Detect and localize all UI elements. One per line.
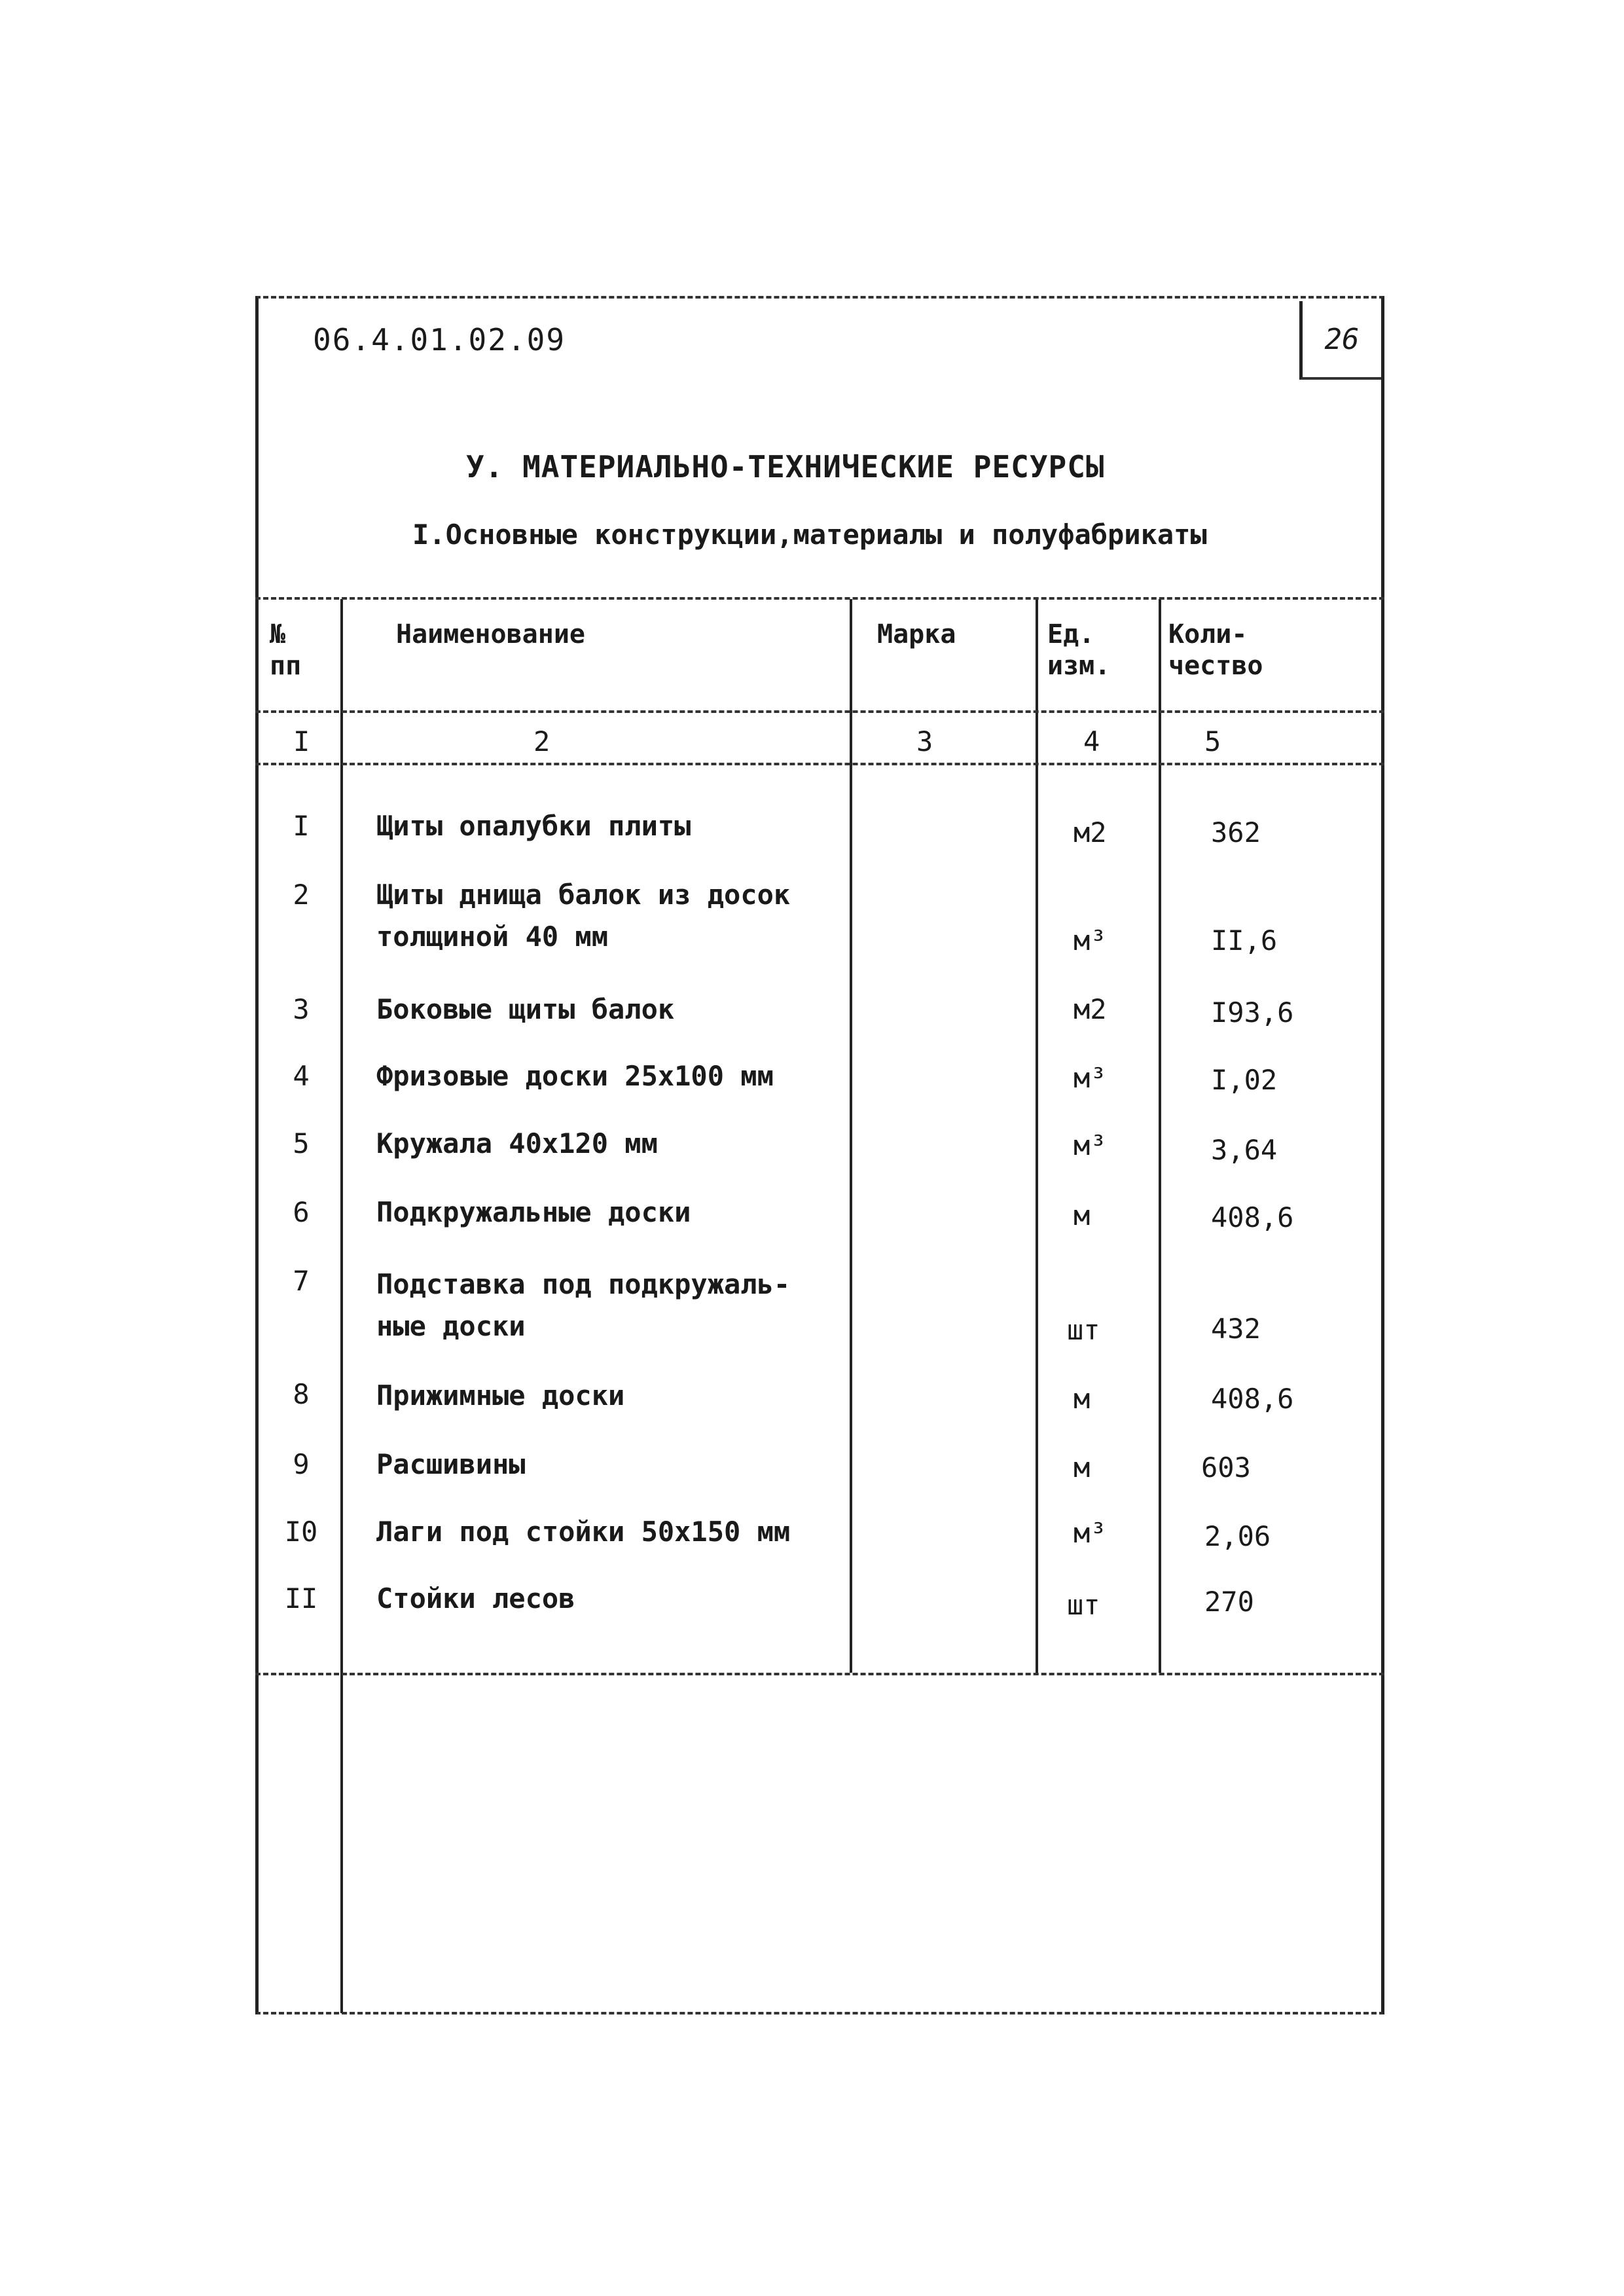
row-quantity: 362 [1211,816,1261,848]
row-unit: м³ [1074,924,1107,957]
row-quantity: 2,06 [1204,1520,1271,1552]
row-quantity: 270 [1204,1586,1254,1618]
row-number: 6 [293,1196,310,1228]
table-bottom-border [255,1673,1384,1675]
row-number: 9 [293,1448,310,1480]
row-unit: м2 [1074,816,1107,848]
row-number: I [293,810,310,842]
row-number: 4 [293,1060,310,1092]
row-quantity: 432 [1211,1313,1261,1345]
row-unit: м³ [1074,1062,1107,1094]
row-quantity: 408,6 [1211,1383,1294,1415]
document-code: 06.4.01.02.09 [313,322,566,357]
row-name: Щиты днища балок из досок толщиной 40 мм [376,879,791,953]
row-name: Лаги под стойки 50х150 мм [376,1516,791,1548]
row-quantity: I,02 [1211,1064,1278,1096]
header-quantity: Коли- чество [1168,619,1263,681]
column-divider [850,599,852,1673]
column-divider [1036,599,1038,1673]
row-number: I0 [284,1516,318,1548]
row-number: 3 [293,993,310,1025]
row-name: Боковые щиты балок [376,993,675,1025]
row-unit: м [1074,1451,1091,1484]
row-name: Расшивины [376,1448,526,1480]
page-number: 26 [1299,301,1381,380]
row-unit: м [1074,1199,1091,1231]
row-number: II [284,1582,318,1614]
row-unit: м³ [1074,1129,1107,1161]
row-number: 8 [293,1378,310,1410]
row-number: 2 [293,879,310,911]
row-name: Подкружальные доски [376,1196,691,1228]
column-divider [340,599,343,2013]
row-unit: шт [1067,1589,1100,1621]
header-number: № пп [270,619,302,681]
row-number: 5 [293,1127,310,1159]
subsection-title: I.Основные конструкции,материалы и полуфабрикаты [412,519,1207,551]
column-number: I [293,725,310,757]
section-title: У. МАТЕРИАЛЬНО-ТЕХНИЧЕСКИЕ РЕСУРСЫ [466,449,1105,484]
column-number: 5 [1204,725,1221,757]
row-unit: м³ [1074,1517,1107,1549]
row-unit: м [1074,1383,1091,1415]
row-name: Стойки лесов [376,1582,575,1614]
row-quantity: 603 [1201,1451,1251,1484]
column-number: 3 [916,725,933,757]
row-name: Фризовые доски 25х100 мм [376,1060,774,1092]
row-name: Прижимные доски [376,1379,625,1412]
row-number: 7 [293,1265,310,1297]
row-unit: шт [1067,1314,1100,1346]
column-divider [1159,599,1161,1673]
row-quantity: 408,6 [1211,1201,1294,1233]
row-name: Щиты опалубки плиты [376,810,691,842]
table-top-border [255,597,1384,600]
column-numbers-divider [255,763,1384,765]
header-name: Наименование [396,619,585,649]
column-number: 2 [533,725,550,757]
row-quantity: I93,6 [1211,996,1294,1029]
row-name: Кружала 40х120 мм [376,1127,658,1159]
row-quantity: 3,64 [1211,1134,1278,1166]
header-mark: Марка [877,619,956,649]
row-name: Подставка под подкружаль- ные доски [376,1268,791,1342]
column-number: 4 [1083,725,1100,757]
header-unit: Ед. изм. [1047,619,1111,681]
header-divider [255,710,1384,713]
row-quantity: II,6 [1211,924,1278,957]
row-unit: м2 [1074,993,1107,1025]
